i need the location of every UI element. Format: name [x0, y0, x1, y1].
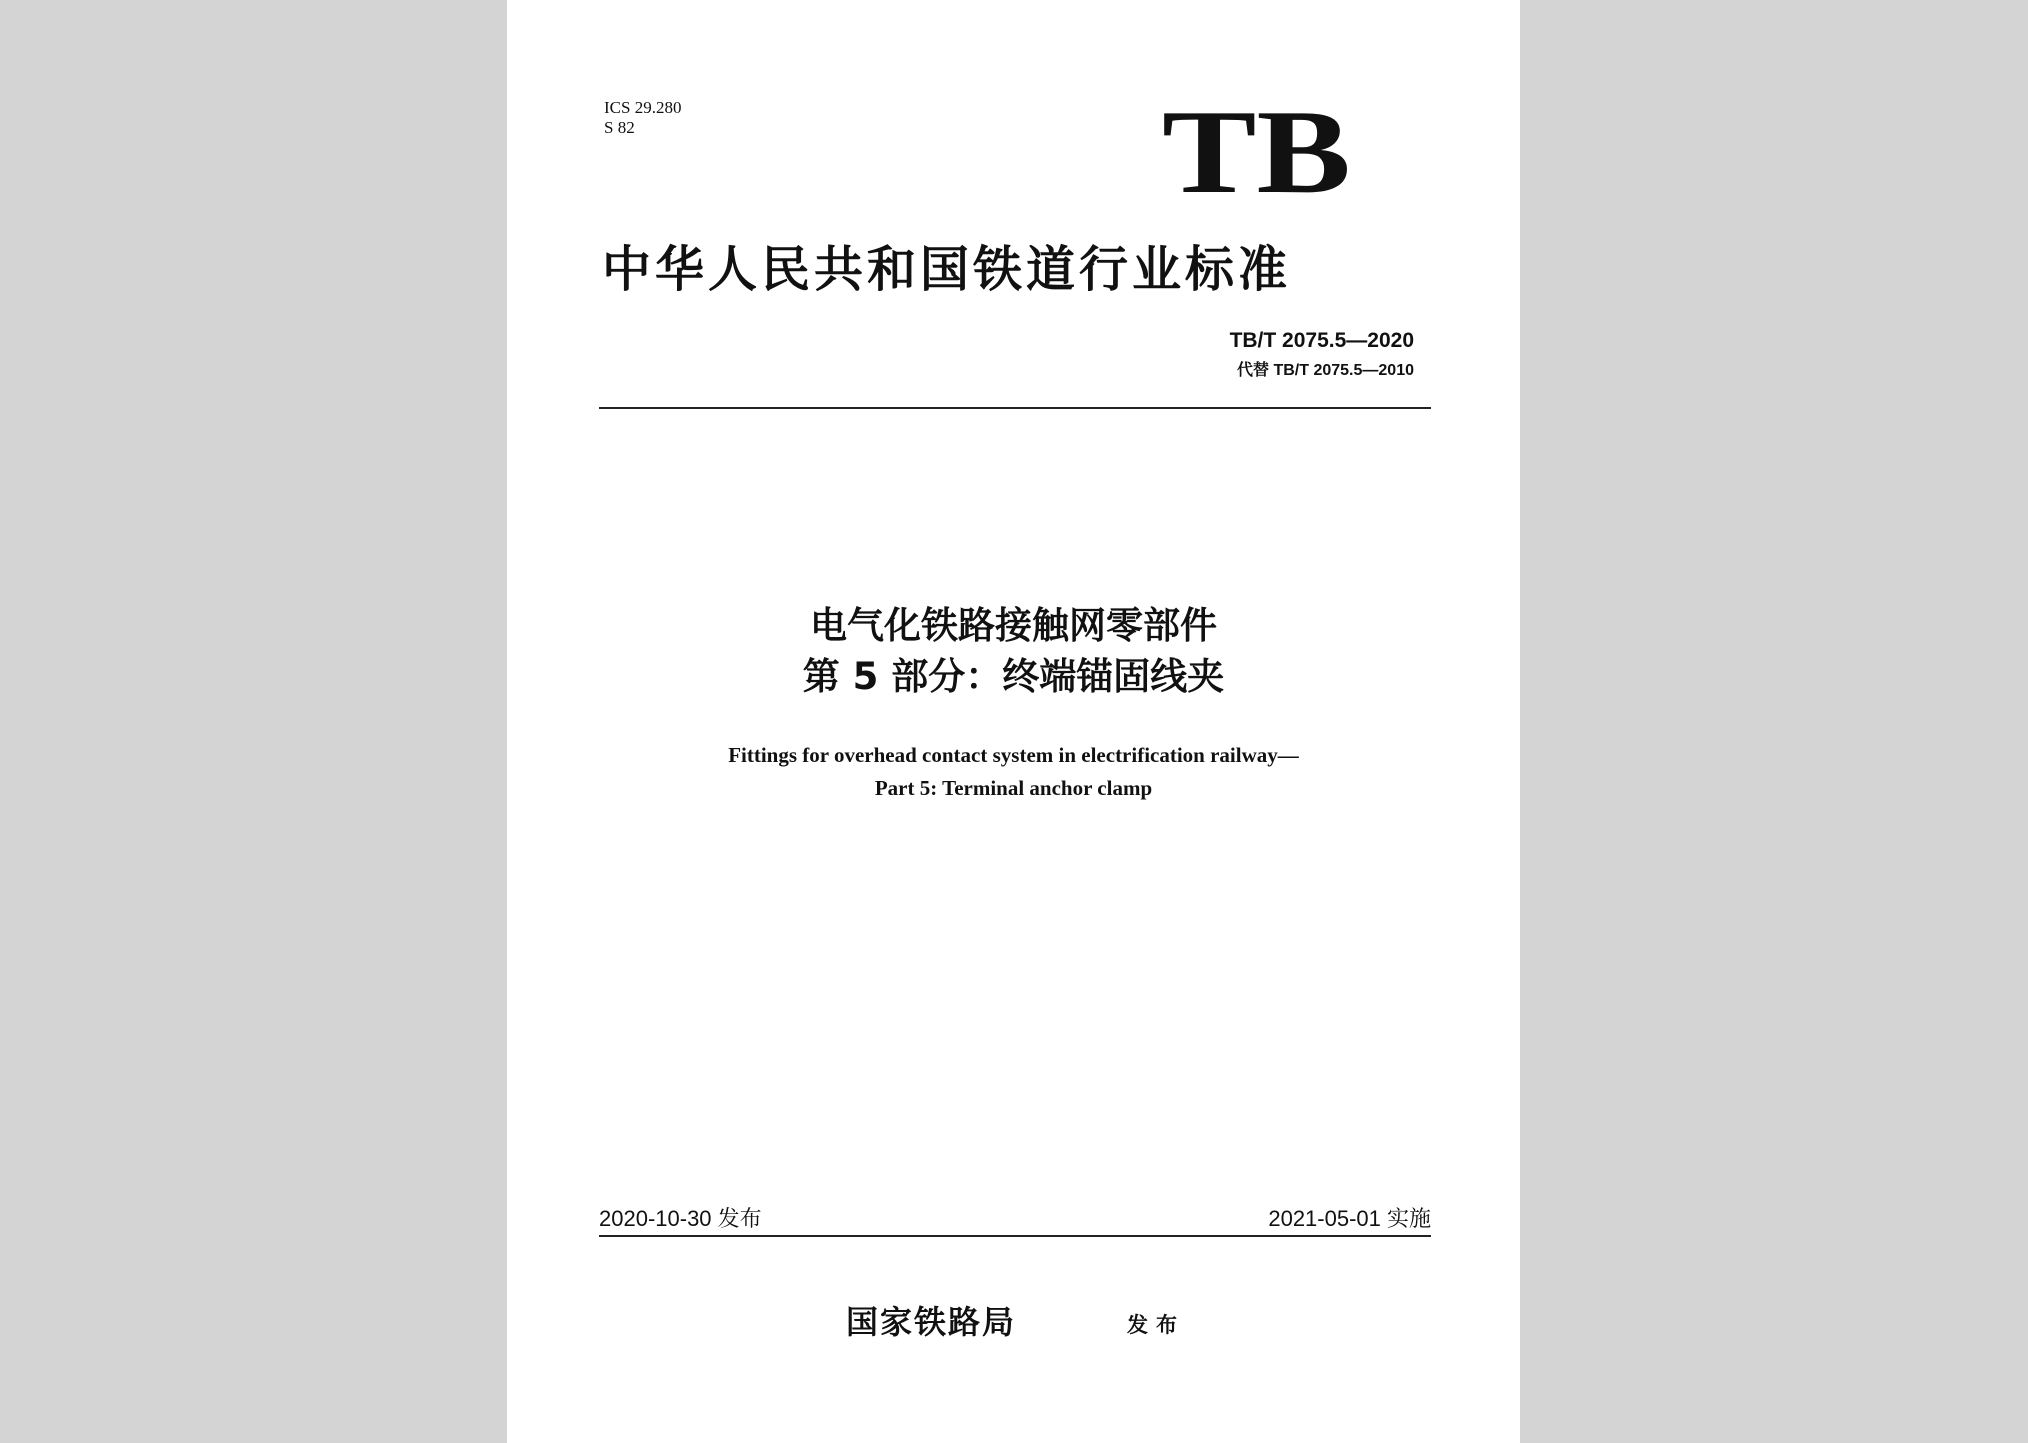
- publisher-name: 国家铁路局: [846, 1303, 1017, 1341]
- implementation-date: 2021-05-01 实施: [1268, 1206, 1431, 1231]
- tb-logo: TB: [1162, 85, 1351, 218]
- replaces-note: 代替 TB/T 2075.5—2010: [1237, 362, 1414, 379]
- standard-header: 中华人民共和国铁道行业标准: [602, 240, 1292, 298]
- standard-number: TB/T 2075.5—2020: [1229, 329, 1414, 352]
- title-cn-line2: 第 5 部分：终端锚固线夹: [802, 655, 1225, 698]
- title-en-line1: Fittings for overhead contact system in electrification railway—: [728, 743, 1299, 767]
- classification-block: [604, 98, 681, 138]
- top-divider: [599, 407, 1431, 409]
- publish-label: 发布: [1127, 1312, 1185, 1337]
- document-page: [507, 0, 1520, 1443]
- ics-code: ICS 29.280: [604, 98, 682, 117]
- title-cn-line1: 电气化铁路接触网零部件: [810, 604, 1217, 647]
- title-en-line2: Part 5: Terminal anchor clamp: [874, 776, 1153, 800]
- class-code: S 82: [604, 118, 635, 137]
- bottom-divider: [599, 1235, 1431, 1237]
- issue-date: 2020-10-30 发布: [599, 1206, 762, 1231]
